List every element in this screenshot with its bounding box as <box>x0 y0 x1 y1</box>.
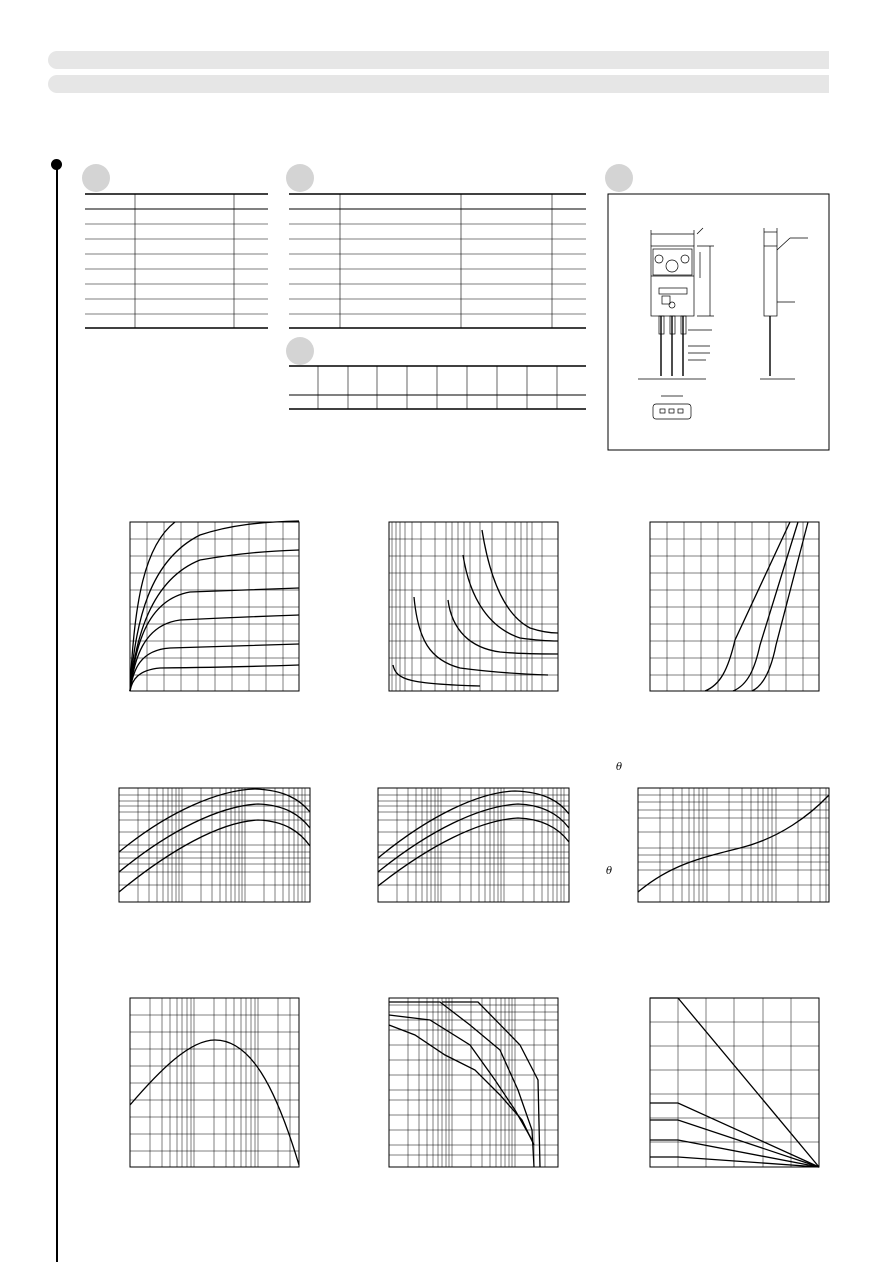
theta-label-side: θ <box>606 866 613 877</box>
table-classification <box>289 366 586 409</box>
chart-thermal-resistance <box>638 788 829 902</box>
chart-transfer-characteristics <box>650 522 819 691</box>
theta-label-top: θ <box>616 762 623 773</box>
table-electrical <box>289 194 586 328</box>
chart-loglog-peak-left <box>119 788 310 902</box>
table-abs-ratings <box>85 194 268 328</box>
package-outline-drawing <box>608 194 829 450</box>
chart-safe-operating-area <box>389 998 558 1167</box>
chart-loglog-peak-right <box>378 788 569 902</box>
chart-derating <box>650 998 819 1167</box>
chart-semilog-curves <box>389 522 558 691</box>
chart-output-characteristics <box>130 521 299 691</box>
chart-bell-curve <box>130 998 299 1167</box>
